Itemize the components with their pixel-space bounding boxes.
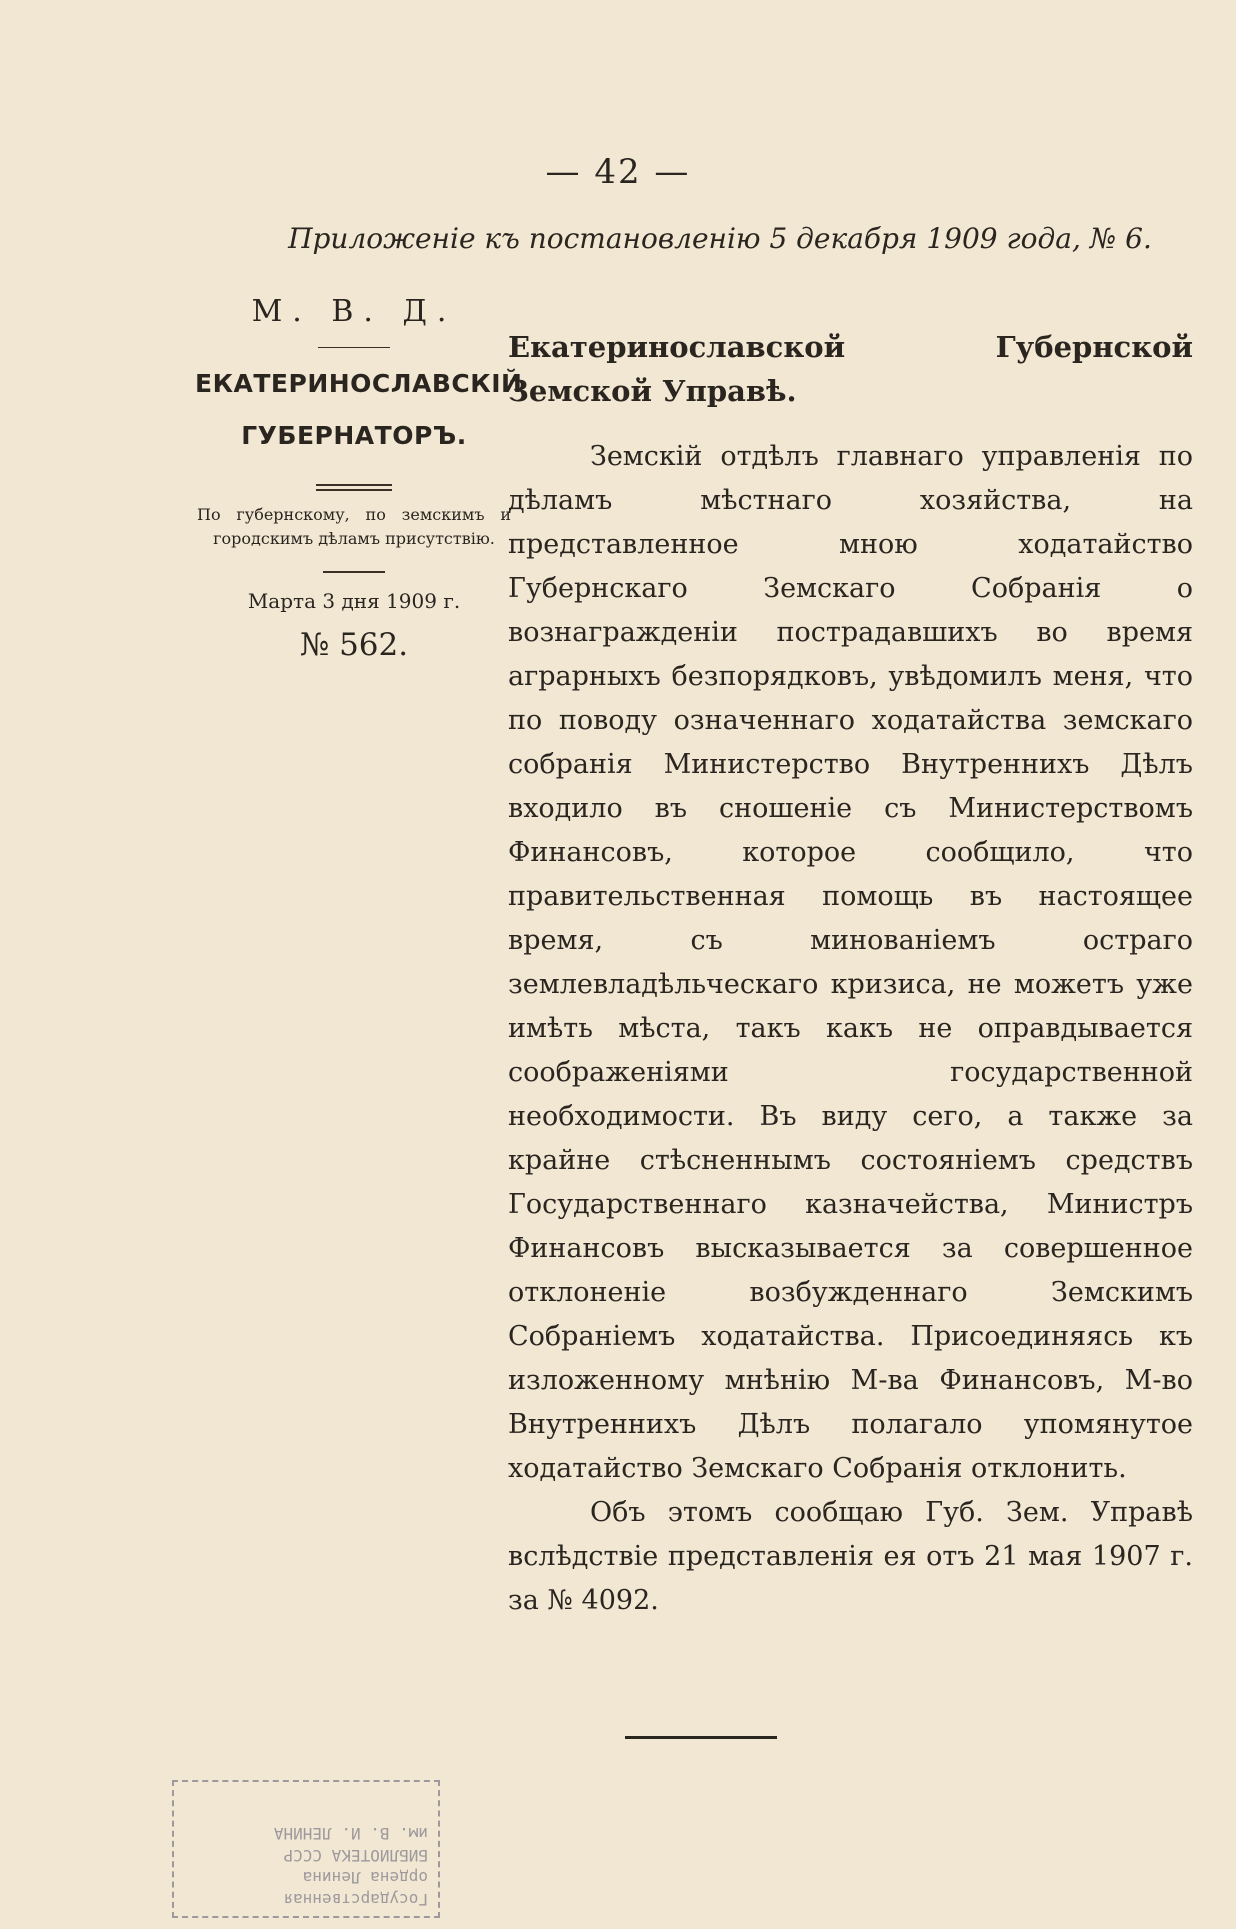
ministry-abbreviation: М. В. Д. <box>251 294 457 329</box>
letter-body <box>508 325 1193 1623</box>
library-stamp <box>172 1780 440 1918</box>
paragraph: Объ этомъ сообщаю Губ. Зем. Управѣ вслѣдствіе представленія ея отъ 21 мая 1907 г. за № 4092. <box>508 1497 1193 1616</box>
divider <box>323 571 385 573</box>
stamp-line: им. В. И. ЛЕНИНА <box>273 1824 428 1843</box>
department-name: По губернскому, по земскимъ и городскимъ дѣламъ присутствію. <box>197 505 511 548</box>
stamp-line: БИБЛИОТЕКА СССР <box>283 1846 428 1865</box>
addressee: Екатеринославской Губернской Земской Управѣ. <box>508 330 1193 408</box>
double-divider <box>316 484 392 491</box>
sender-block <box>195 290 523 663</box>
page-number: — 42 — <box>545 152 691 192</box>
governor-title-line2: ГУБЕРНАТОРЪ. <box>241 421 467 450</box>
letter-text <box>508 435 1193 1623</box>
divider <box>318 347 390 348</box>
stamp-line: Государственная <box>283 1890 428 1909</box>
paragraph: Земскій отдѣлъ главнаго управленія по дѣламъ мѣстнаго хозяйства, на представленное мною ходатайство Губернскаго Земскаго Собранія о вознагражденіи пострадавшихъ во время аграрныхъ безпорядковъ, увѣдомилъ меня, что по поводу означеннаго ходатайства земскаго собранія Министерство Внутреннихъ Дѣлъ входило въ сношеніе съ Министерствомъ Финансовъ, которое сообщило, что правительственная помощь въ настоящее время, съ минованіемъ остраго землевладѣльческаго кризиса, не можетъ уже имѣть мѣста, такъ какъ не оправдывается соображеніями государственной необходимости. Въ виду сего, а также за крайне стѣсненнымъ состояніемъ средствъ Государственнаго казначейства, Министръ Финансовъ высказывается за совершенное отклоненіе возбужденнаго Земскимъ Собраніемъ ходатайства. Присоединяясь къ изложенному мнѣнію М-ва Финансовъ, М-во Внутреннихъ Дѣлъ полагало упомянутое ходатайство Земскаго Собранія отклонить. <box>508 441 1193 1484</box>
appendix-heading: Приложеніе къ постановленію 5 декабря 1909 года, № 6. <box>288 222 1152 255</box>
governor-title-line1: ЕКАТЕРИНОСЛАВСКІЙ <box>195 369 523 398</box>
end-divider <box>625 1736 777 1739</box>
letter-date: Марта 3 дня 1909 г. <box>247 589 461 613</box>
stamp-line: ордена Ленина <box>302 1868 428 1887</box>
letter-number: № 562. <box>299 627 409 663</box>
